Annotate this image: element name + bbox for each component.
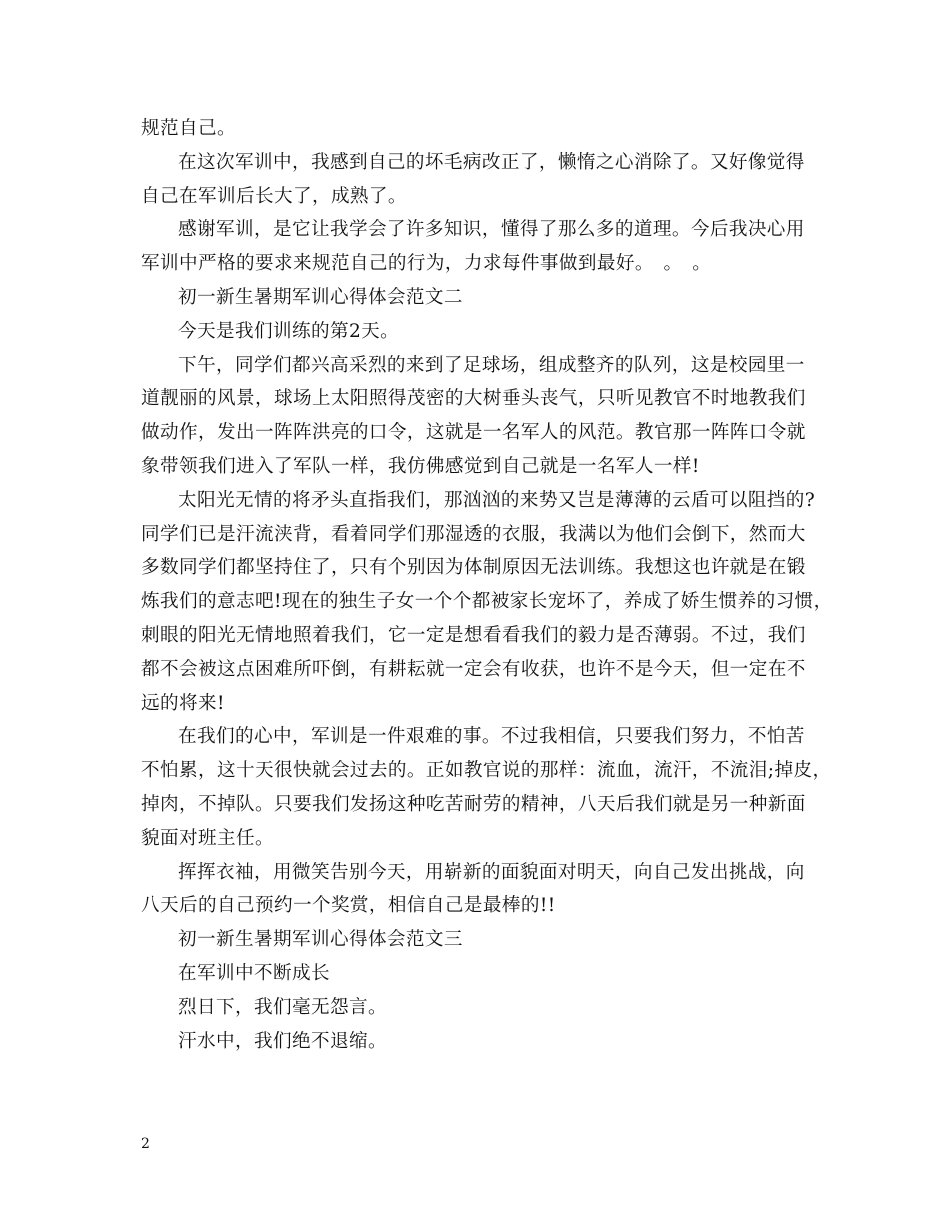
text-line: 都不会被这点困难所吓倒，有耕耘就一定会有收获，也许不是今天，但一定在不 — [141, 658, 806, 680]
text-line: 不怕累，这十天很快就会过去的。正如教官说的那样：流血，流汗，不流泪;掉皮， — [141, 760, 832, 782]
text-line: 规范自己。 — [141, 118, 236, 139]
text-line: 道靓丽的风景，球场上太阳照得茂密的大树垂头丧气，只听见教官不时地教我们 — [141, 388, 806, 410]
text-line: 貌面对班主任。 — [141, 827, 274, 849]
text-line: 自己在军训后长大了，成熟了。 — [141, 185, 407, 207]
text-line: 象带领我们进入了军队一样，我仿佛感觉到自己就是一名军人一样! — [141, 455, 700, 477]
text-line: 感谢军训，是它让我学会了许多知识，懂得了那么多的道理。今后我决心用 — [178, 219, 805, 241]
text-line: 掉肉，不掉队。只要我们发扬这种吃苦耐劳的精神，八天后我们就是另一种新面 — [141, 793, 806, 815]
text-line: 太阳光无情的将矛头直指我们，那汹汹的来势又岂是薄薄的云盾可以阻挡的? — [178, 489, 816, 511]
text-line: 多数同学们都坚持住了，只有个别因为体制原因无法训练。我想这也许就是在锻 — [141, 557, 806, 579]
text-line: 烈日下，我们毫无怨言。 — [178, 996, 387, 1018]
text-line: 刺眼的阳光无情地照着我们，它一定是想看看我们的毅力是否薄弱。不过，我们 — [141, 624, 806, 646]
text-line: 八天后的自己预约一个奖赏，相信自己是最棒的!! — [141, 895, 556, 917]
text-line: 在军训中不断成长 — [178, 962, 330, 984]
text-line: 做动作，发出一阵阵洪亮的口令，这就是一名军人的风范。教官那一阵阵口令就 — [141, 422, 806, 444]
text-line: 远的将来! — [141, 692, 225, 714]
text-line: 今天是我们训练的第2天。 — [178, 320, 400, 342]
text-line: 下午，同学们都兴高采烈的来到了足球场，组成整齐的队列，这是校园里一 — [178, 354, 805, 376]
section-heading: 初一新生暑期军训心得体会范文三 — [178, 929, 463, 951]
document-body — [141, 112, 833, 1058]
text-line: 在这次军训中，我感到自己的坏毛病改正了，懒惰之心消除了。又好像觉得 — [178, 151, 805, 173]
text-line: 汗水中，我们绝不退缩。 — [178, 1030, 387, 1052]
page-number: 2 — [141, 1136, 150, 1152]
text-line: 炼我们的意志吧!现在的独生子女一个个都被家长宠坏了，养成了娇生惯养的习惯， — [141, 591, 833, 613]
text-line: 军训中严格的要求来规范自己的行为，力求每件事做到最好。 。 。 — [141, 253, 712, 275]
section-heading: 初一新生暑期军训心得体会范文二 — [178, 286, 463, 308]
text-line: 在我们的心中，军训是一件艰难的事。不过我相信，只要我们努力，不怕苦 — [178, 726, 805, 748]
text-line: 同学们已是汗流浃背，看着同学们那湿透的衣服，我满以为他们会倒下，然而大 — [141, 523, 806, 545]
text-line: 挥挥衣袖，用微笑告别今天，用崭新的面貌面对明天，向自己发出挑战，向 — [178, 861, 805, 883]
